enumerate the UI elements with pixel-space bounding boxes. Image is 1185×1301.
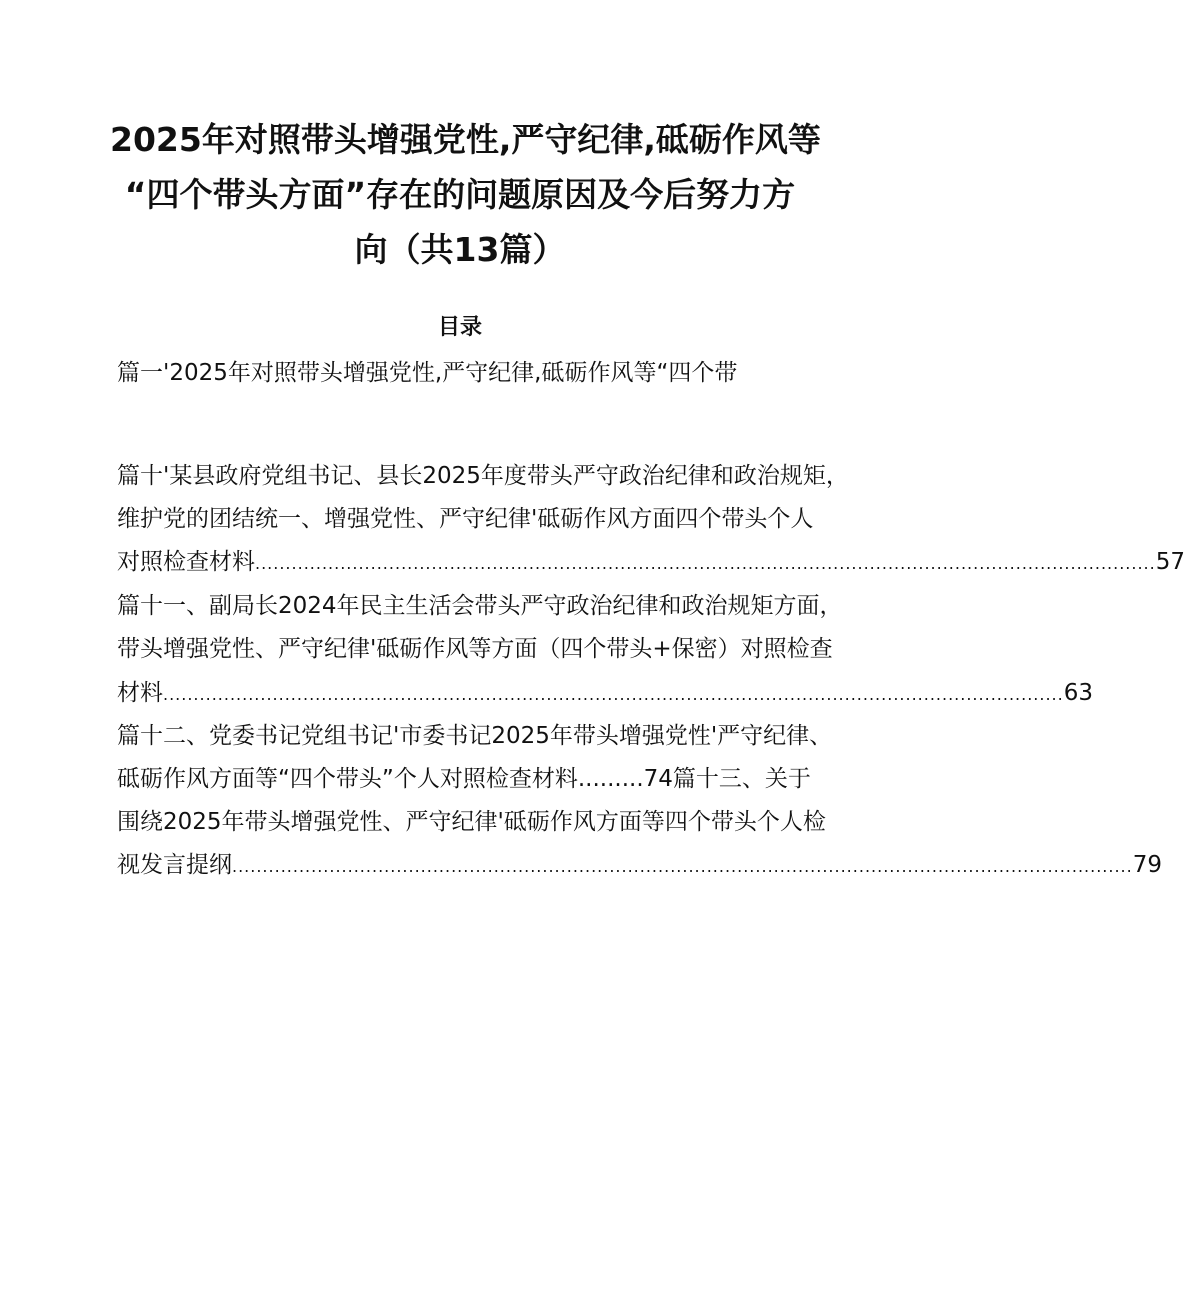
toc-entry[interactable]: 围绕2025年带头增强党性、严守纪律'砥砺作风方面等四个带头个人检 <box>117 809 826 835</box>
toc-page-number: 63 <box>1063 680 1093 706</box>
toc-entry[interactable]: 篇十二、党委书记党组书记'市委书记2025年带头增强党性'严守纪律、 <box>117 723 833 749</box>
toc-page-number: 79 <box>1132 852 1162 878</box>
toc-entry[interactable]: 砥砺作风方面等“四个带头”个人对照检查材料.........74篇十三、关于 <box>117 766 811 792</box>
toc-entry-text: 视发言提纲 <box>117 852 232 878</box>
document-title-line-2: “四个带头方面”存在的问题原因及今后努力方 <box>124 175 796 214</box>
toc-entry-with-page[interactable] <box>117 546 1185 578</box>
document-title-line-1: 2025年对照带头增强党性,严守纪律,砥砺作风等 <box>110 120 821 159</box>
toc-entry-text: 对照检查材料 <box>117 549 255 575</box>
toc-entry[interactable]: 篇一'2025年对照带头增强党性,严守纪律,砥砺作风等“四个带 <box>117 360 738 386</box>
toc-entry[interactable]: 维护党的团结统一、增强党性、严守纪律'砥砺作风方面四个带头个人 <box>117 506 814 532</box>
dot-leader: .................................................................................................................................................... <box>163 685 1064 704</box>
toc-entry-with-page[interactable] <box>117 677 1093 709</box>
toc-entry[interactable]: 篇十'某县政府党组书记、县长2025年度带头严守政治纪律和政治规矩， <box>117 463 849 489</box>
dot-leader: .................................................................................................................................................... <box>255 554 1156 573</box>
toc-entry-with-page[interactable] <box>117 849 1162 881</box>
toc-entry-text: 材料 <box>117 680 163 706</box>
document-title-line-3: 向（共13篇） <box>354 230 566 269</box>
toc-entry[interactable]: 带头增强党性、严守纪律'砥砺作风等方面（四个带头+保密）对照检查 <box>117 636 833 662</box>
toc-entry[interactable]: 篇十一、副局长2024年民主生活会带头严守政治纪律和政治规矩方面， <box>117 593 843 619</box>
dot-leader: .................................................................................................................................................... <box>232 857 1133 876</box>
toc-page-number: 57 <box>1155 549 1185 575</box>
toc-heading: 目录 <box>437 315 482 340</box>
